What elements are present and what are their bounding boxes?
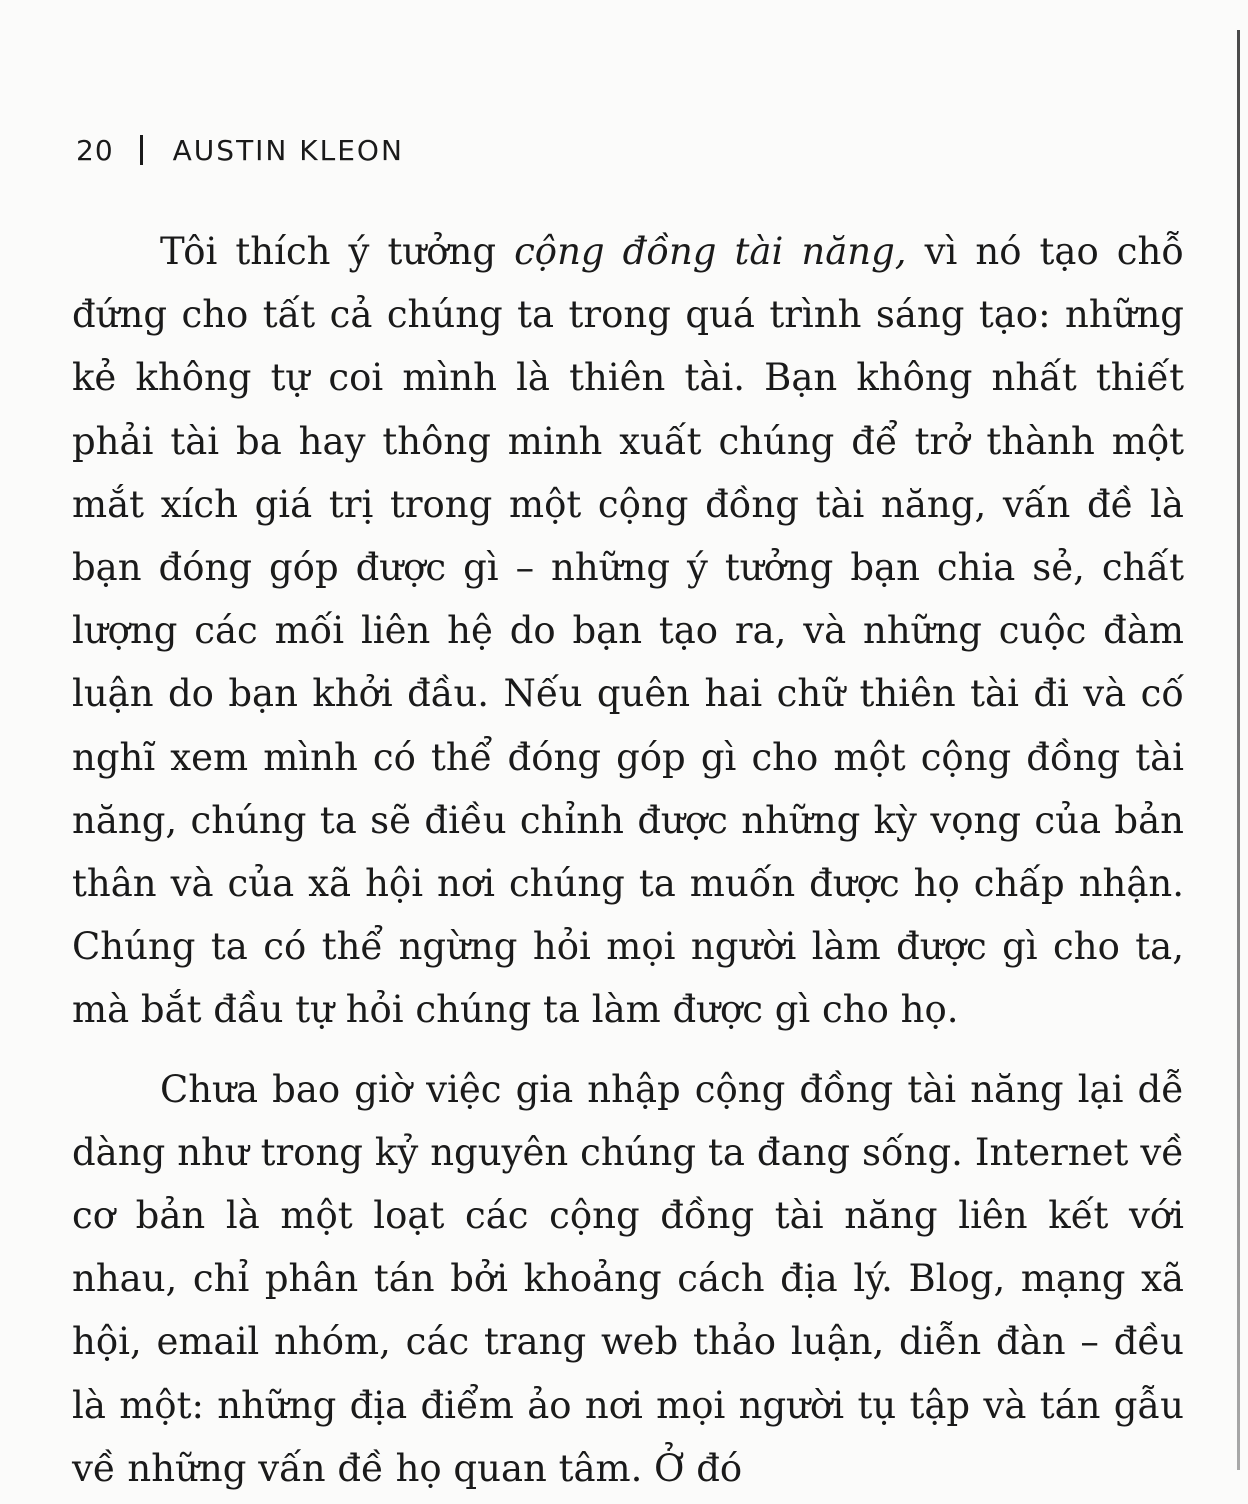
paragraph-1-text-start: Tôi thích ý tưởng bbox=[160, 230, 515, 273]
page-edge-shadow bbox=[1237, 30, 1240, 1470]
author-name: AUSTIN KLEON bbox=[172, 133, 404, 167]
paragraph-1-text-end: vì nó tạo chỗ đứng cho tất cả chúng ta trong quá trình sáng tạo: những kẻ không tự coi mình là thiên tài. Bạn không nhất thiết phải tài ba hay thông minh xuất chúng để trở thành một mắt xích giá trị trong một cộng đồng tài năng, vấn đề là bạn đóng góp được gì – những ý tưởng bạn chia sẻ, chất lượng các mối liên hệ do bạn tạo ra, và những cuộc đàm luận do bạn khởi đầu. Nếu quên hai chữ thiên tài đi và cố nghĩ xem mình có thể đóng góp gì cho một cộng đồng tài năng, chúng ta sẽ điều chỉnh được những kỳ vọng của bản thân và của xã hội nơi chúng ta muốn được họ chấp nhận. Chúng ta có thể ngừng hỏi mọi người làm được gì cho ta, mà bắt đầu tự hỏi chúng ta làm được gì cho họ. bbox=[72, 230, 1184, 1032]
paragraph-1-emphasis: cộng đồng tài năng, bbox=[514, 230, 907, 273]
paragraph-1 bbox=[72, 220, 1184, 1042]
paragraph-2: Chưa bao giờ việc gia nhập cộng đồng tài năng lại dễ dàng như trong kỷ nguyên chúng ta đang sống. Internet về cơ bản là một loạt các cộng đồng tài năng liên kết với nhau, chỉ phân tán bởi khoảng cách địa lý. Blog, mạng xã hội, email nhóm, các trang web thảo luận, diễn đàn – đều là một: những địa điểm ảo nơi mọi người tụ tập và tán gẫu về những vấn đề họ quan tâm. Ở đó bbox=[72, 1067, 1184, 1490]
page-number: 20 bbox=[76, 133, 114, 167]
header-divider bbox=[140, 135, 143, 165]
running-header bbox=[76, 128, 404, 172]
body-text bbox=[72, 220, 1184, 1500]
